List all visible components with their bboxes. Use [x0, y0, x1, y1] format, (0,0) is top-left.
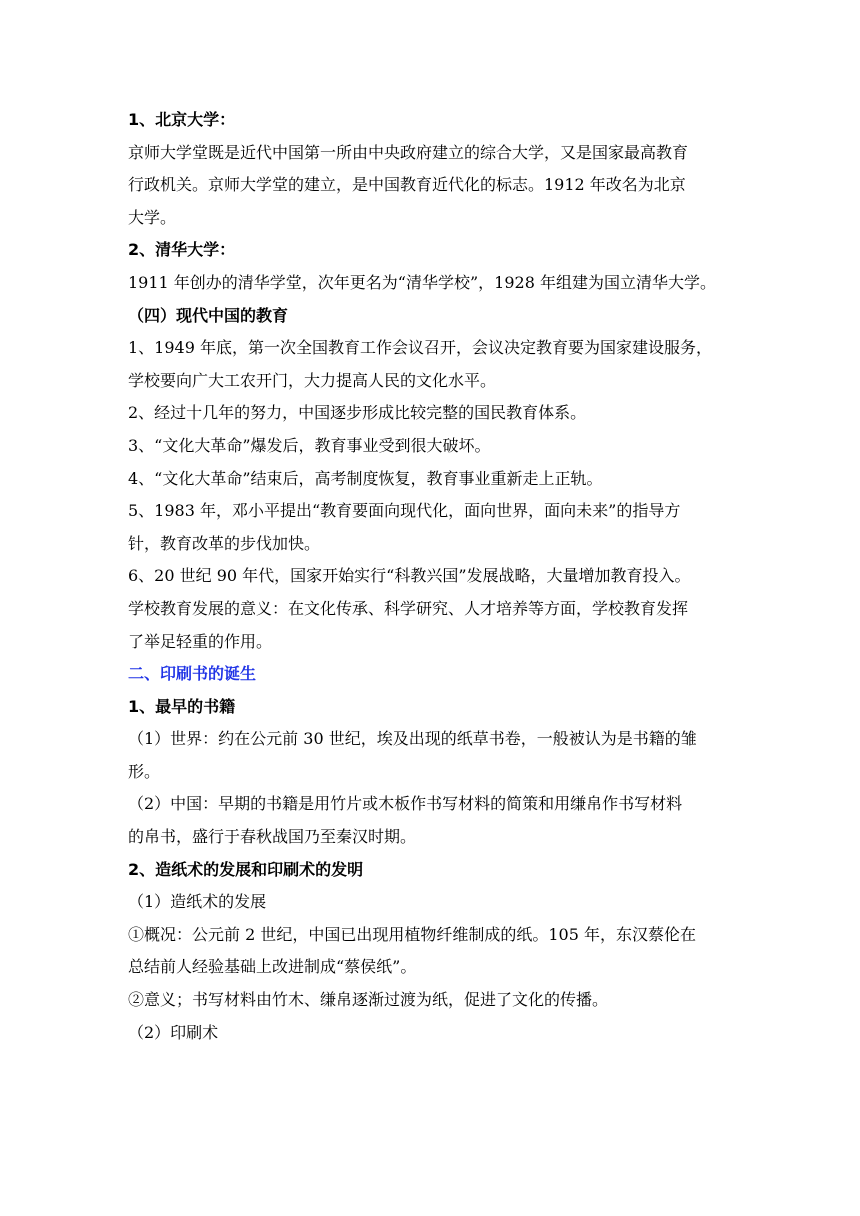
paragraph-line: （1）造纸术的发展 — [128, 892, 267, 912]
paragraph-line: 大学。 — [128, 207, 177, 227]
heading-modern-education: （四）现代中国的教育 — [128, 305, 289, 325]
document-page — [128, 104, 732, 1049]
paragraph-line: 的帛书，盛行于春秋战国乃至秦汉时期。 — [128, 827, 417, 847]
paragraph-line: 1911 年创办的清华学堂，次年更名为“清华学校”，1928 年组建为国立清华大学。 — [128, 272, 716, 292]
paragraph-line: （2）印刷术 — [128, 1022, 219, 1042]
heading-peking-university: 1、北京大学： — [128, 110, 236, 129]
section-heading-printed-books: 二、印刷书的诞生 — [128, 664, 257, 684]
heading-papermaking-printing: 2、造纸术的发展和印刷术的发明 — [128, 859, 364, 879]
paragraph-line: 了举足轻重的作用。 — [128, 631, 273, 651]
paragraph-line: 学校教育发展的意义：在文化传承、科学研究、人才培养等方面，学校教育发挥 — [128, 598, 689, 618]
paragraph-line: 形。 — [128, 761, 161, 781]
paragraph-line: ②意义；书写材料由竹木、缣帛逐渐过渡为纸，促进了文化的传播。 — [128, 990, 609, 1010]
paragraph-line: 行政机关。京师大学堂的建立，是中国教育近代化的标志。1912 年改名为北京 — [128, 175, 686, 195]
paragraph-line: 总结前人经验基础上改进制成“蔡侯纸”。 — [128, 957, 417, 977]
heading-earliest-books: 1、最早的书籍 — [128, 696, 236, 716]
paragraph-line: 京师大学堂既是近代中国第一所由中央政府建立的综合大学，又是国家最高教育 — [128, 142, 689, 162]
paragraph-line: 3、“文化大革命”爆发后，教育事业受到很大破坏。 — [128, 435, 491, 455]
paragraph-line: 6、20 世纪 90 年代，国家开始实行“科教兴国”发展战略，大量增加教育投入。 — [128, 566, 691, 586]
paragraph-line: ①概况：公元前 2 世纪，中国已出现用植物纤维制成的纸。105 年，东汉蔡伦在 — [128, 924, 696, 944]
paragraph-line: 2、经过十几年的努力，中国逐步形成比较完整的国民教育体系。 — [128, 403, 587, 423]
paragraph-line: 针，教育改革的步伐加快。 — [128, 533, 321, 553]
paragraph-line: （2）中国：早期的书籍是用竹片或木板作书写材料的简策和用缣帛作书写材料 — [128, 794, 683, 814]
paragraph-line: 学校要向广大工农开门，大力提高人民的文化水平。 — [128, 370, 497, 390]
paragraph-line: 4、“文化大革命”结束后，高考制度恢复，教育事业重新走上正轨。 — [128, 468, 603, 488]
paragraph-line: 1、1949 年底，第一次全国教育工作会议召开，会议决定教育要为国家建设服务， — [128, 338, 712, 358]
heading-tsinghua-university: 2、清华大学： — [128, 240, 236, 260]
paragraph-line: （1）世界：约在公元前 30 世纪，埃及出现的纸草书卷，一般被认为是书籍的雏 — [128, 729, 697, 749]
paragraph-line: 5、1983 年，邓小平提出“教育要面向现代化，面向世界，面向未来”的指导方 — [128, 501, 681, 521]
